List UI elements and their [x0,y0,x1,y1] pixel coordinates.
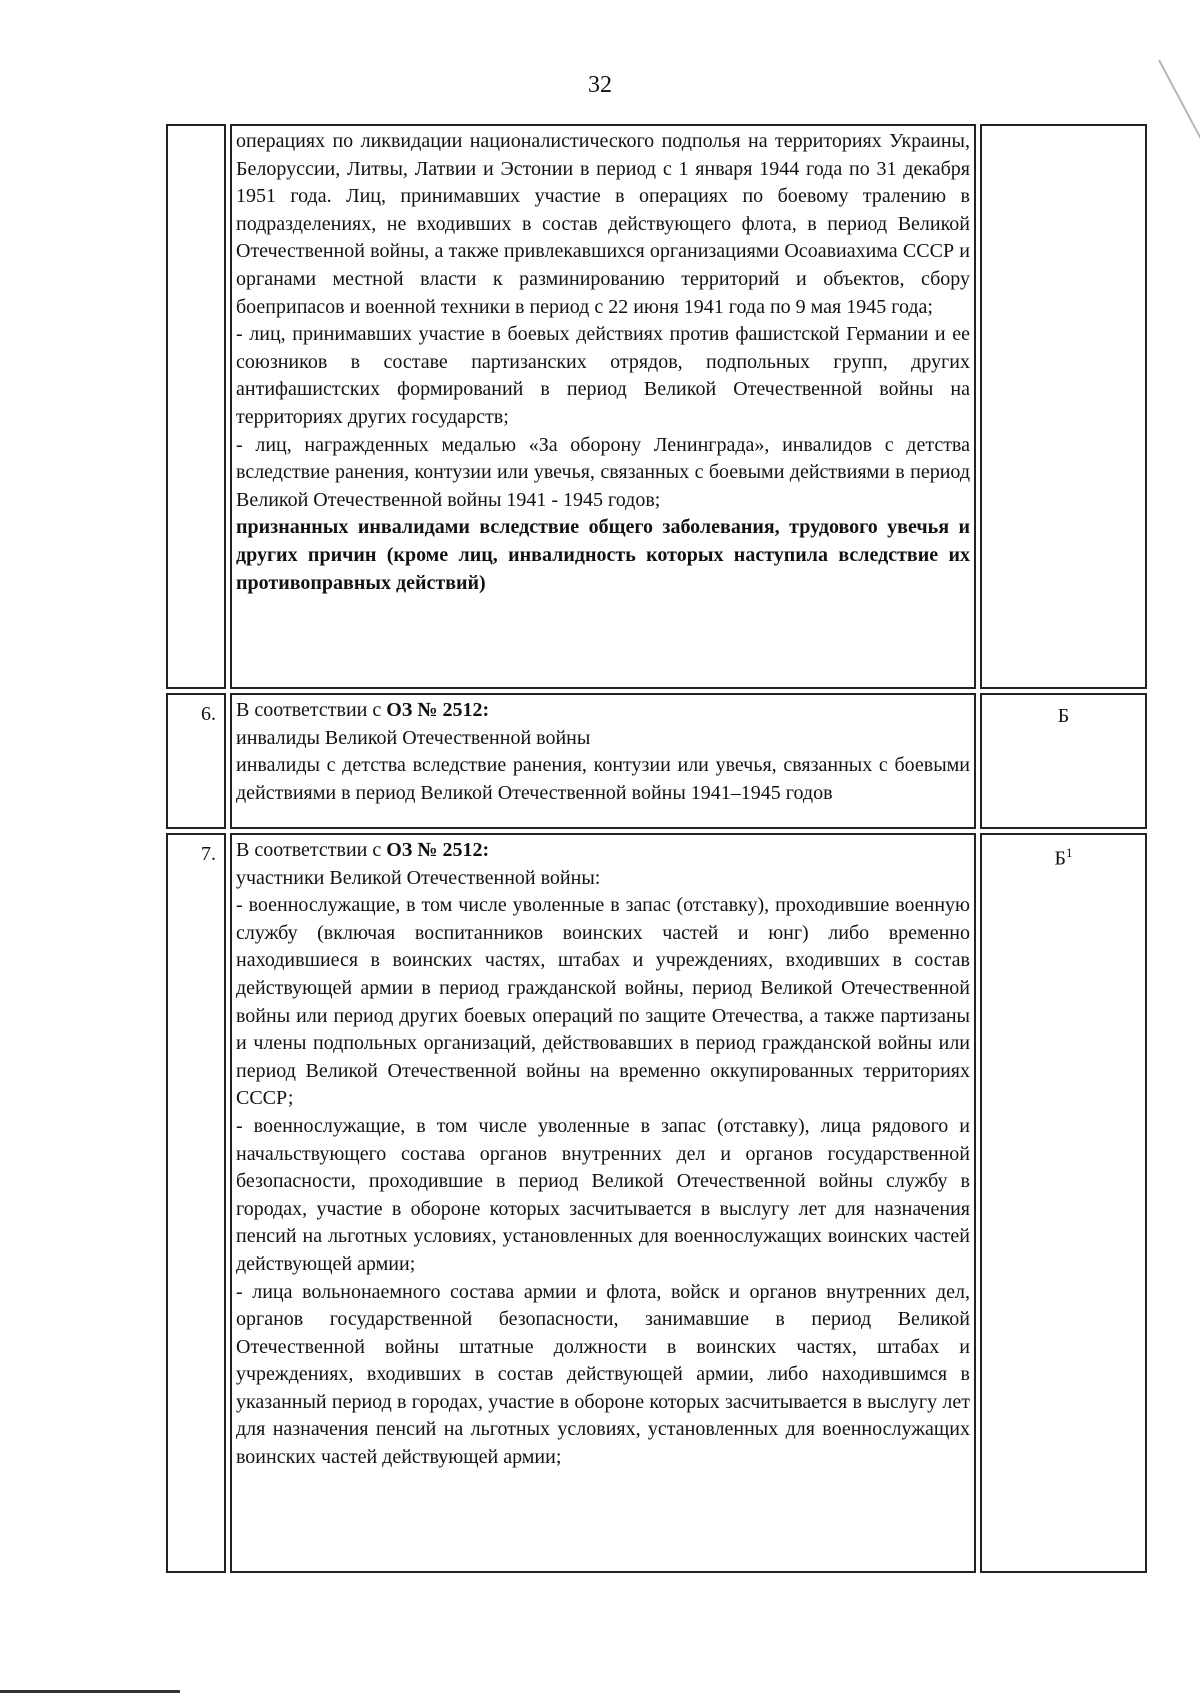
row-text-cell [230,693,976,829]
row-paragraph: инвалиды с детства вследствие ранения, контузии или увечья, связанных с боевыми действиями в период Великой Отечественной войны 1941–1945 годов [236,754,970,804]
row-paragraph: инвалиды Великой Отечественной войны [236,726,591,749]
row-paragraph: операциях по ликвидации националистического подполья на территориях Украины, Белоруссии, Литвы, Латвии и Эстонии в период с 1 января 1944 года по 31 декабря 1951 года. Лиц, принимавших участие в операциях по боевому тралению в подразделениях, не входивших в состав действующего флота, в период Великой Отечественной войны, а также привлекавшихся организациями Осоавиахима СССР и органами местной власти к разминированию территорий и объектов, сбору боеприпасов и военной техники в период с 22 июня 1941 года по 9 мая 1945 года; [236,130,970,318]
row-paragraph: участники Великой Отечественной войны: [236,866,601,889]
row-intro-law: ОЗ № 2512: [386,699,490,721]
row-number: 6. [201,703,216,725]
row-category: Б [1057,705,1070,727]
row-number-cell [166,693,226,829]
row-paragraph: - лица вольнонаемного состава армии и флота, войск и органов внутренних дел, органов государственной безопасности, занимавшие в период Великой Отечественной войны штатные должности в воинских частях, штабах и учреждениях, входивших в состав действующей армии, либо находившимся в указанный период в городах, участие в обороне которых засчитывается в выслугу лет для назначения пенсий на льготных условиях, установленных для военнослужащих воинских частей действующей армии; [236,1280,970,1469]
row-category-cell [980,833,1147,1573]
row-category-cell [980,124,1147,689]
row-intro [236,837,970,865]
row-bold-paragraph: признанных инвалидами вследствие общего заболевания, трудового увечья и других причин (кроме лиц, инвалидность которых наступила вследствие их противоправных действий) [236,516,970,594]
row-text-cell [230,124,976,689]
row-paragraph: - лиц, принимавших участие в боевых действиях против фашистской Германии и ее союзников в составе партизанских отрядов, подпольных групп, других антифашистских формирований в период Великой Отечественной войны на территориях других государств; [236,323,970,428]
row-intro [236,697,970,725]
page-number: 32 [588,72,612,98]
scan-edge-line [0,1690,180,1693]
row-text-cell [230,833,976,1573]
row-paragraph: - лиц, награжденных медалью «За оборону Ленинграда», инвалидов с детства вследствие ранения, контузии или увечья, связанных с боевыми действиями в период Великой Отечественной войны 1941 - 1945 годов; [236,433,970,511]
row-paragraph: - военнослужащие, в том числе уволенные в запас (отставку), проходившие военную службу (включая воспитанников воинских частей и юнг) либо временно находившиеся в воинских частях, штабах и учреждениях, входивших в состав действующей армии в период гражданской войны, период Великой Отечественной войны или период других боевых операций по защите Отечества, а также партизаны и члены подпольных организаций, действовавших в период гражданской войны или период Великой Отечественной войны на временно оккупированных территориях СССР; [236,894,970,1110]
row-paragraph: - военнослужащие, в том числе уволенные в запас (отставку), лица рядового и начальствующего состава органов внутренних дел и органов государственной безопасности, проходившие в период Великой Отечественной войны службу в городах, участие в обороне которых засчитывается в выслугу лет для назначения пенсий на льготных условиях, установленных для военнослужащих воинских частей действующей армии; [236,1114,970,1275]
row-category-cell [980,693,1147,829]
row-number-cell [166,833,226,1573]
row-category: Б [1054,847,1066,870]
row-number: 7. [201,843,216,865]
row-category-sup: 1 [1065,845,1073,860]
row-intro-law: ОЗ № 2512: [386,839,490,861]
row-number-cell [166,124,226,689]
row-intro-text: В соответствии с [236,839,387,861]
row-intro-text: В соответствии с [236,699,387,721]
